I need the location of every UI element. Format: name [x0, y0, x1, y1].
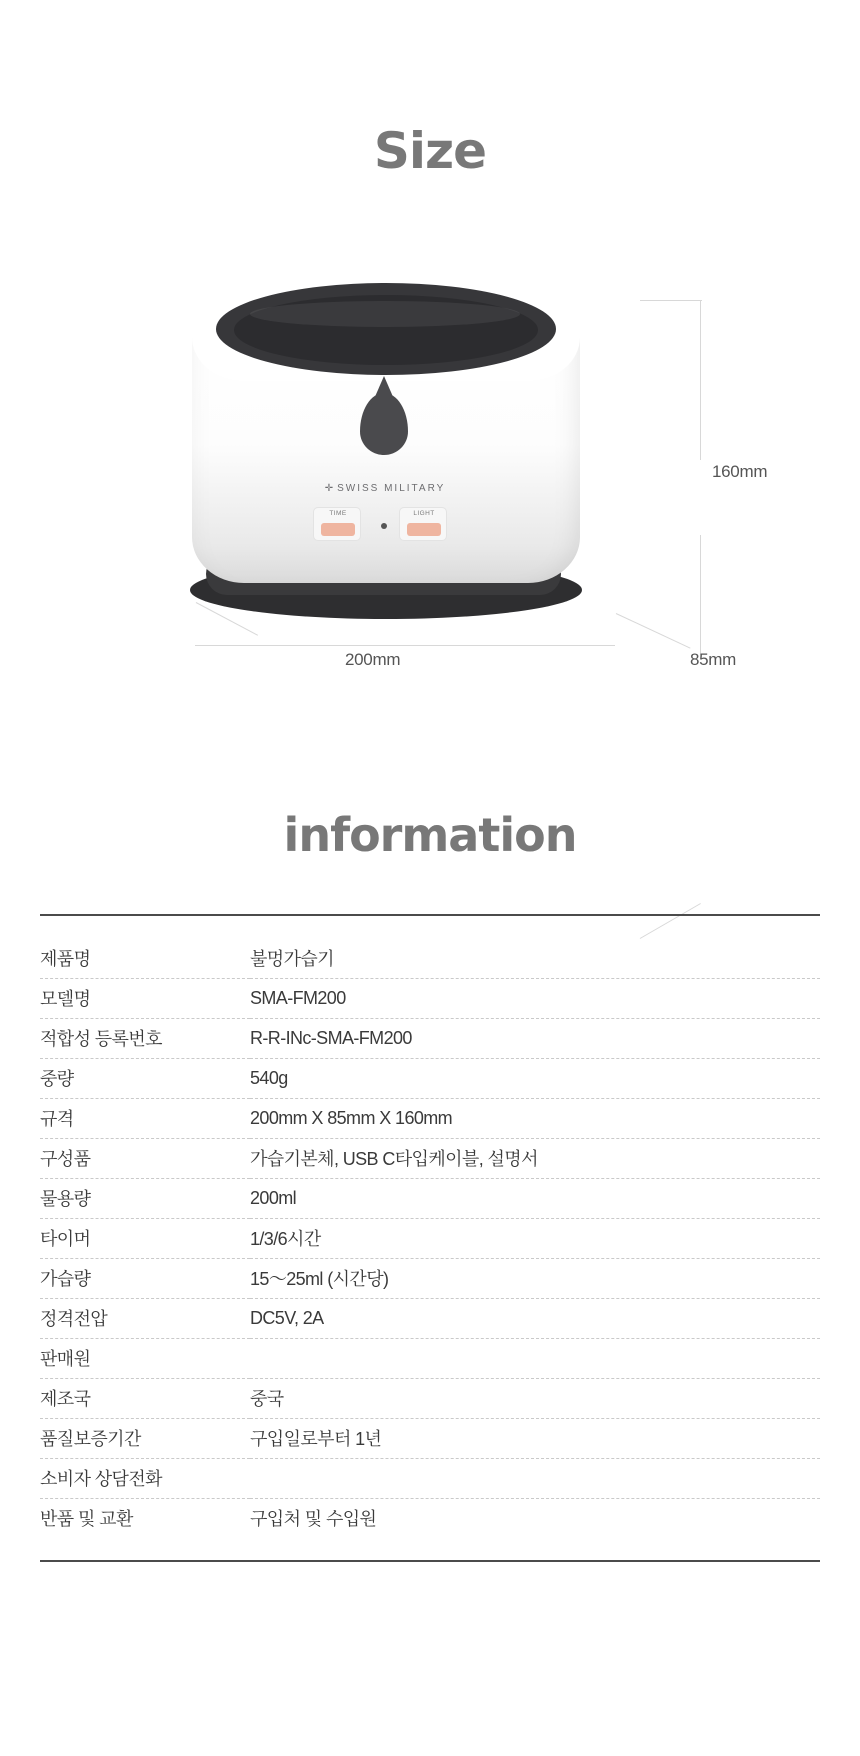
spec-label: 구성품 [40, 1138, 250, 1178]
light-button-label: LIGHT [413, 510, 435, 517]
table-row [40, 1018, 820, 1058]
spec-label: 규격 [40, 1098, 250, 1138]
table-row [40, 1058, 820, 1098]
table-row [40, 1418, 820, 1458]
table-row [40, 1458, 820, 1498]
dimension-label-depth: 85mm [690, 650, 737, 669]
spec-label: 제품명 [40, 948, 91, 969]
table-row [40, 1258, 820, 1298]
table-row [40, 1298, 820, 1338]
spec-label: 모델명 [40, 978, 250, 1018]
spec-value: 1/3/6시간 [250, 1218, 820, 1258]
information-heading: information [283, 808, 577, 862]
top-guide-line [640, 300, 702, 301]
time-button-label: TIME [329, 510, 347, 517]
spec-label: 정격전압 [40, 1298, 250, 1338]
table-row [40, 1338, 820, 1378]
spec-value: DC5V, 2A [250, 1298, 820, 1338]
spec-value [250, 1458, 820, 1498]
table-row [40, 1218, 820, 1258]
spec-label: 중량 [40, 1058, 250, 1098]
humidifier-illustration [190, 265, 610, 645]
time-button[interactable] [313, 507, 361, 541]
height-guide-line-bottom [700, 535, 701, 655]
separator-dot-icon [381, 523, 387, 529]
device-cavity-highlight [250, 301, 520, 327]
spec-table-body [40, 938, 820, 1538]
spec-value: 중국 [250, 1378, 820, 1418]
device-button-row [313, 505, 455, 545]
height-guide-line-top [700, 300, 701, 460]
spec-value: 540g [250, 1058, 820, 1098]
light-button-pad [407, 523, 441, 536]
spec-value [250, 1338, 820, 1378]
table-row [40, 1498, 820, 1538]
width-guide-line [195, 645, 615, 646]
brand-name-label: SWISS MILITARY [337, 483, 446, 494]
dimension-label-height: 160mm [712, 462, 768, 481]
spec-value: 구입처 및 수입원 [250, 1498, 820, 1538]
spec-label: 타이머 [40, 1218, 250, 1258]
width-guide-line-right [616, 613, 691, 649]
spec-table-container [40, 914, 820, 1562]
table-row [40, 1098, 820, 1138]
light-button[interactable] [399, 507, 447, 541]
information-section [0, 808, 860, 1562]
spec-label: 물용량 [40, 1178, 250, 1218]
spec-label: 반품 및 교환 [40, 1498, 250, 1538]
spec-value: 15〜25ml (시간당) [250, 1258, 820, 1298]
table-row [40, 1178, 820, 1218]
spec-value: 200ml [250, 1178, 820, 1218]
spec-label: 제조국 [40, 1378, 250, 1418]
table-row [40, 1138, 820, 1178]
spec-value: 불멍가습기 [250, 948, 334, 969]
size-heading: Size [373, 122, 487, 180]
swiss-cross-icon: ✛ [324, 483, 336, 494]
spec-value: 가습기본체, USB C타입케이블, 설명서 [250, 1138, 820, 1178]
spec-value: 200mm X 85mm X 160mm [250, 1098, 820, 1138]
spec-label: 적합성 등록번호 [40, 1018, 250, 1058]
spec-label: 품질보증기간 [40, 1418, 250, 1458]
spec-label: 가습량 [40, 1258, 250, 1298]
table-row [40, 978, 820, 1018]
dimension-label-width: 200mm [345, 650, 401, 669]
table-row [40, 938, 820, 978]
spec-value: R-R-INc-SMA-FM200 [250, 1018, 820, 1058]
size-section [0, 0, 860, 790]
time-button-pad [321, 523, 355, 536]
spec-value: 구입일로부터 1년 [250, 1418, 820, 1458]
spec-label: 소비자 상담전화 [40, 1458, 250, 1498]
specification-table [40, 938, 820, 1538]
size-diagram [0, 250, 860, 710]
brand-logo [290, 483, 480, 494]
spec-label: 판매원 [40, 1338, 250, 1378]
spec-value: SMA-FM200 [250, 978, 820, 1018]
table-row [40, 1378, 820, 1418]
